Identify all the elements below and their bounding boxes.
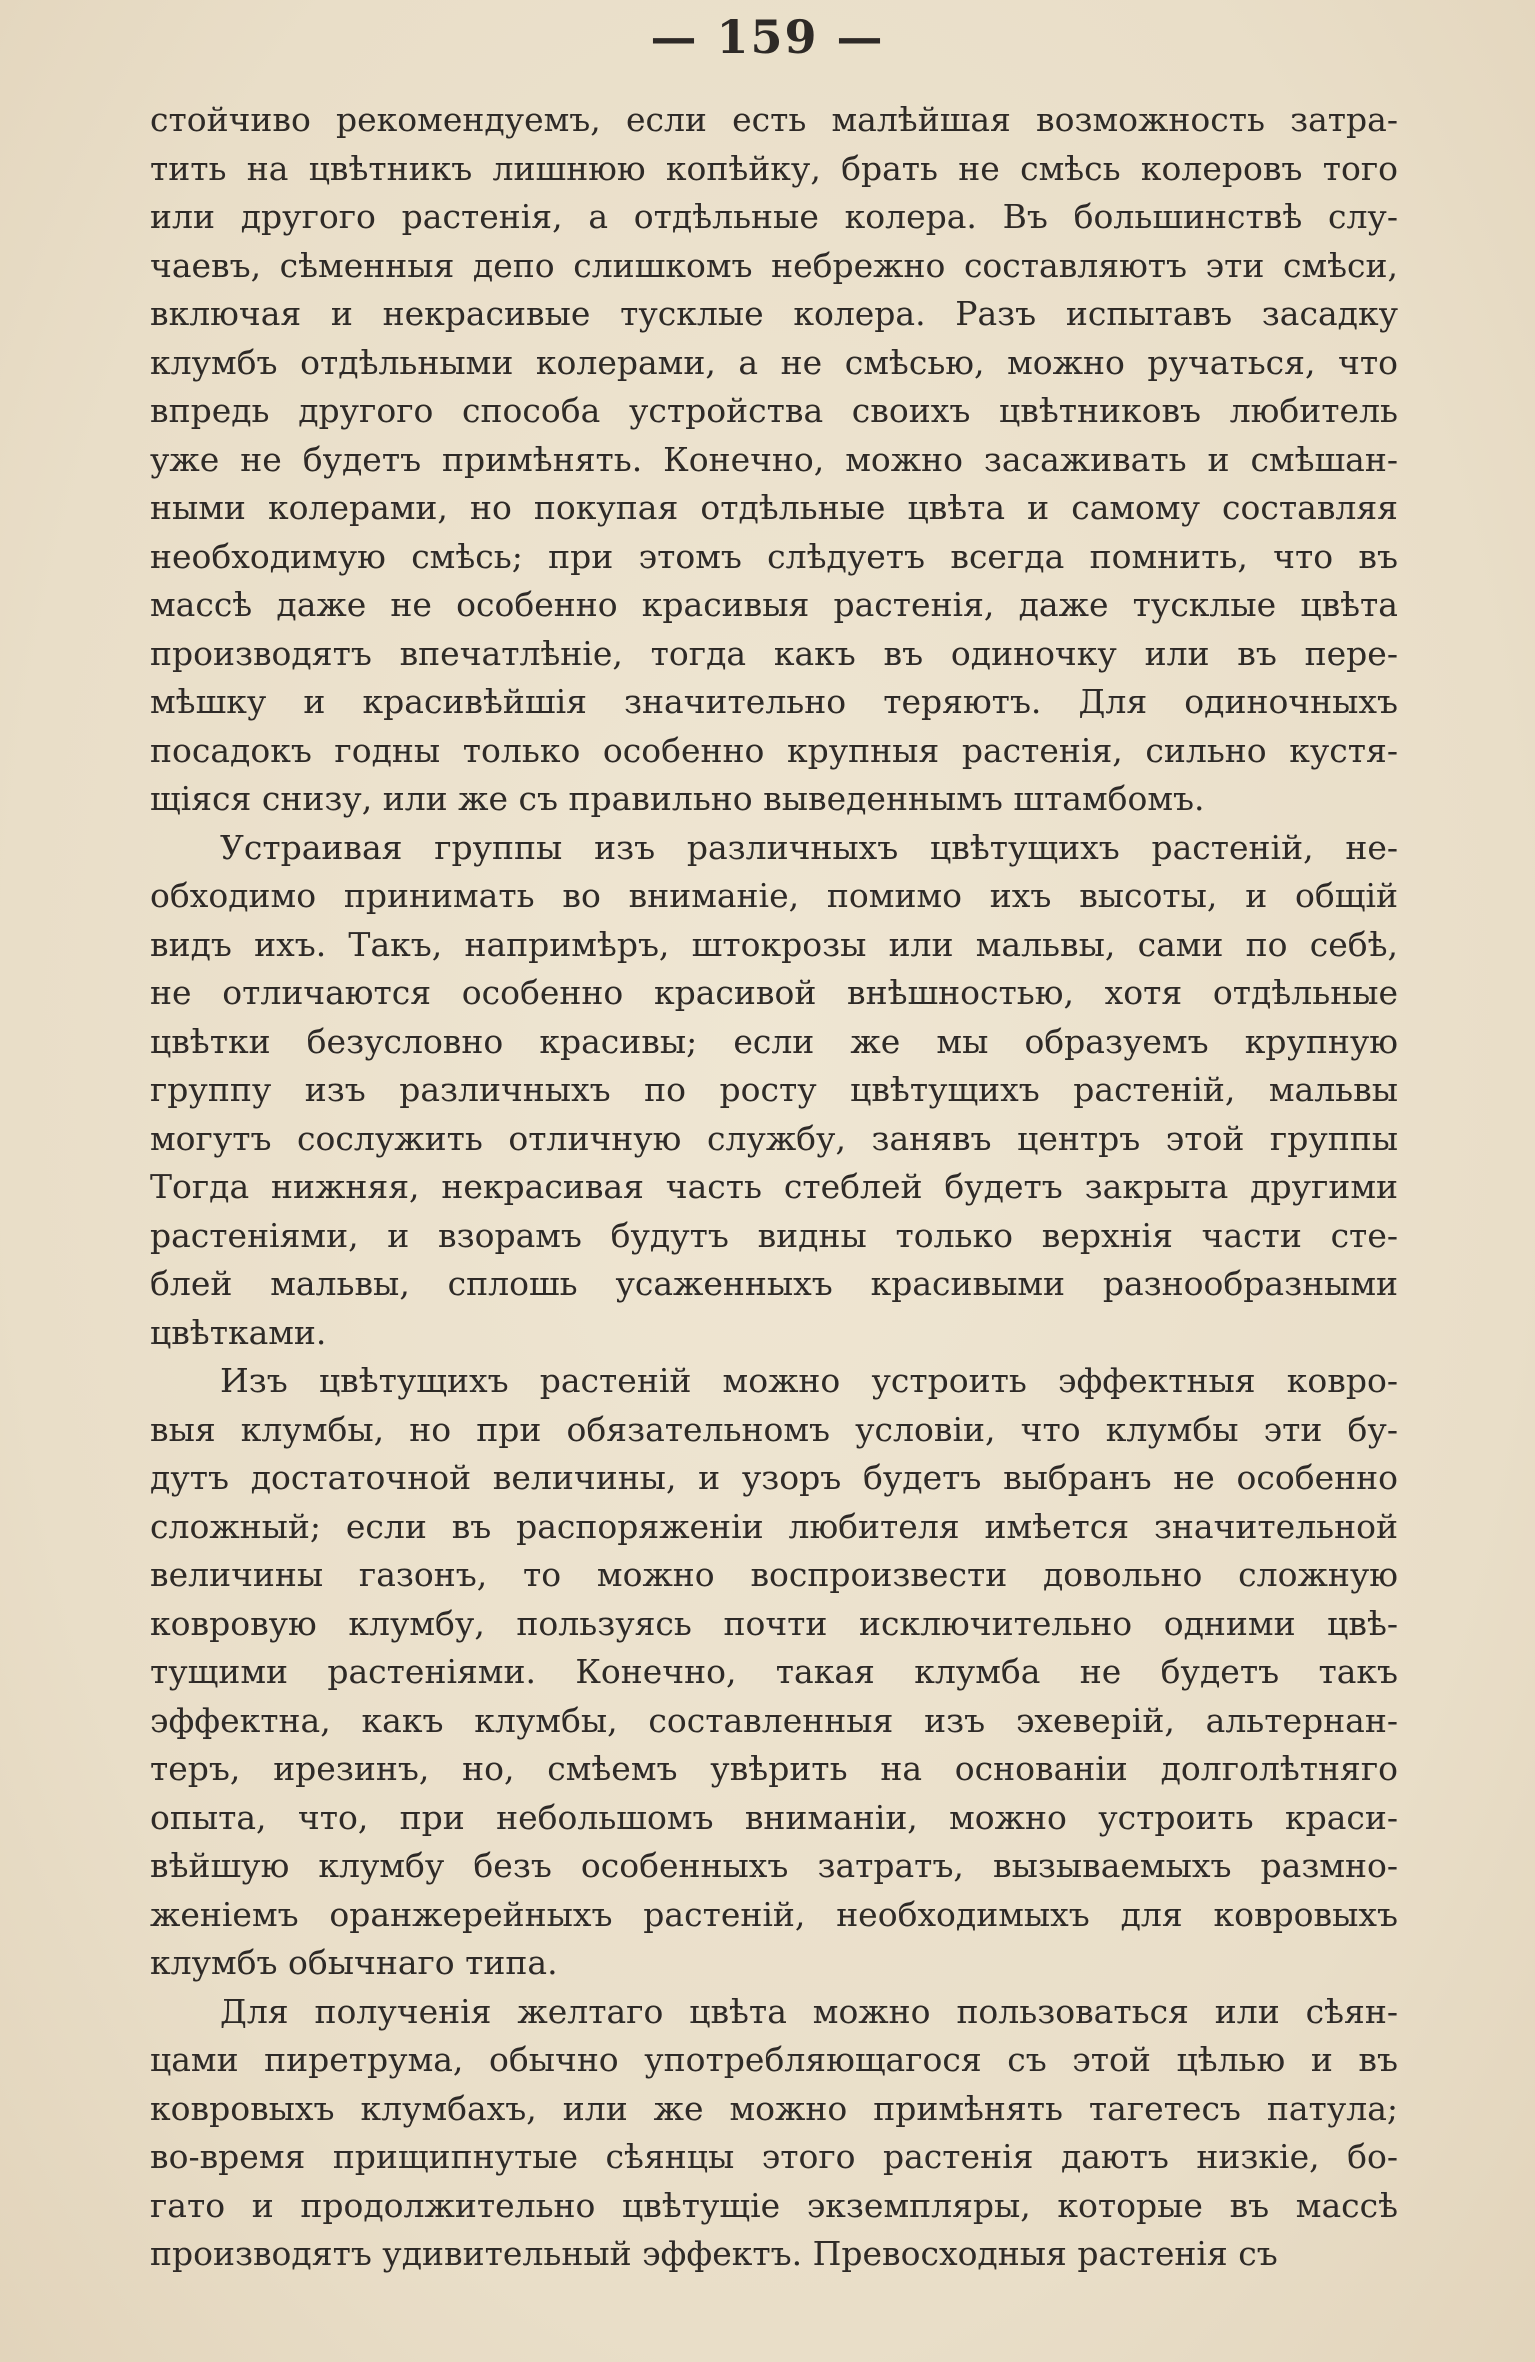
text-line: стойчиво рекомендуемъ, если есть малѣйшая возможность затра- (150, 100, 1398, 139)
text-line: опыта, что, при небольшомъ вниманіи, можно устроить краси- (150, 1797, 1398, 1837)
paragraph (150, 1357, 1398, 1988)
text-line: женіемъ оранжерейныхъ растеній, необходимыхъ для ковровыхъ (150, 1894, 1398, 1934)
text-line: Устраивая группы изъ различныхъ цвѣтущихъ растеній, не- (220, 827, 1398, 867)
text-line: или другого растенія, а отдѣльные колера. Въ большинствѣ слу- (150, 197, 1398, 236)
text-line: необходимую смѣсь; при этомъ слѣдуетъ всегда помнить, что въ (150, 536, 1398, 576)
text-line: Изъ цвѣтущихъ растеній можно устроить эффектныя ковро- (220, 1361, 1398, 1400)
text-line: обходимо принимать во вниманіе, помимо ихъ высоты, и общій (150, 876, 1398, 915)
text-line: клумбъ отдѣльными колерами, а не смѣсью, можно ручаться, что (150, 342, 1398, 382)
text-line: вѣйшую клумбу безъ особенныхъ затратъ, вызываемыхъ размно- (150, 1846, 1398, 1885)
text-line: гато и продолжительно цвѣтущіе экземпляры, которые въ массѣ (150, 2185, 1398, 2225)
text-line: Тогда нижняя, некрасивая часть стеблей будетъ закрыта другими (150, 1167, 1398, 1206)
text-line: выя клумбы, но при обязательномъ условіи, что клумбы эти бу- (150, 1409, 1398, 1449)
text-line: эффектна, какъ клумбы, составленныя изъ эхеверій, альтернан- (150, 1700, 1398, 1740)
text-line: массѣ даже не особенно красивыя растенія, даже тусклые цвѣта (150, 585, 1398, 624)
text-line: цвѣтки безусловно красивы; если же мы образуемъ крупную (150, 1021, 1398, 1061)
text-line: цвѣтками. (150, 1312, 327, 1352)
paragraph (150, 824, 1398, 1358)
text-line: тить на цвѣтникъ лишнюю копѣйку, брать не смѣсь колеровъ того (150, 148, 1398, 188)
text-line: клумбъ обычнаго типа. (150, 1943, 558, 1982)
text-line: величины газонъ, то можно воспроизвести довольно сложную (150, 1555, 1398, 1594)
text-line: впредь другого способа устройства своихъ цвѣтниковъ любитель (150, 391, 1398, 430)
text-line: мѣшку и красивѣйшія значительно теряютъ. Для одиночныхъ (150, 682, 1398, 721)
page-number: — 159 — (650, 10, 885, 64)
text-line: цами пиретрума, обычно употребляющагося съ этой цѣлью и въ (150, 2040, 1398, 2079)
text-line: группу изъ различныхъ по росту цвѣтущихъ растеній, мальвы (150, 1070, 1398, 1109)
text-line: растеніями, и взорамъ будутъ видны только верхнія части сте- (150, 1215, 1398, 1255)
text-line: могутъ сослужить отличную службу, занявъ центръ этой группы (150, 1118, 1398, 1158)
text-line: теръ, ирезинъ, но, смѣемъ увѣрить на основаніи долголѣтняго (150, 1749, 1398, 1788)
text-line: ными колерами, но покупая отдѣльные цвѣта и самому составляя (150, 488, 1398, 527)
text-line: производятъ впечатлѣніе, тогда какъ въ одиночку или въ пере- (150, 633, 1398, 673)
text-line: дутъ достаточной величины, и узоръ будетъ выбранъ не особенно (150, 1458, 1398, 1497)
text-line: видъ ихъ. Такъ, напримѣръ, штокрозы или мальвы, сами по себѣ, (150, 924, 1398, 964)
text-line: чаевъ, сѣменныя депо слишкомъ небрежно составляютъ эти смѣси, (150, 245, 1398, 285)
text-line: производятъ удивительный эффектъ. Превосходныя растенія съ (150, 2234, 1278, 2273)
text-line: уже не будетъ примѣнять. Конечно, можно засаживать и смѣшан- (150, 439, 1398, 479)
text-line: сложный; если въ распоряженіи любителя имѣется значительной (150, 1506, 1398, 1546)
body-text (150, 96, 1398, 2279)
text-line: щіяся снизу, или же съ правильно выведеннымъ штамбомъ. (150, 779, 1205, 818)
text-line: Для полученія желтаго цвѣта можно пользоваться или сѣян- (220, 1991, 1398, 2031)
text-line: не отличаются особенно красивой внѣшностью, хотя отдѣльные (150, 973, 1398, 1012)
text-line: ковровыхъ клумбахъ, или же можно примѣнять тагетесъ патула; (150, 2088, 1398, 2128)
paragraph (150, 96, 1398, 824)
text-line: тущими растеніями. Конечно, такая клумба не будетъ такъ (150, 1652, 1398, 1691)
paragraph (150, 1988, 1398, 2279)
text-line: во-время прищипнутые сѣянцы этого растенія даютъ низкіе, бо- (150, 2137, 1398, 2176)
text-line: посадокъ годны только особенно крупныя растенія, сильно кустя- (150, 730, 1398, 770)
text-line: ковровую клумбу, пользуясь почти исключительно одними цвѣ- (150, 1603, 1398, 1643)
text-line: блей мальвы, сплошь усаженныхъ красивыми разнообразными (150, 1264, 1398, 1303)
text-line: включая и некрасивые тусклые колера. Разъ испытавъ засадку (150, 294, 1398, 333)
